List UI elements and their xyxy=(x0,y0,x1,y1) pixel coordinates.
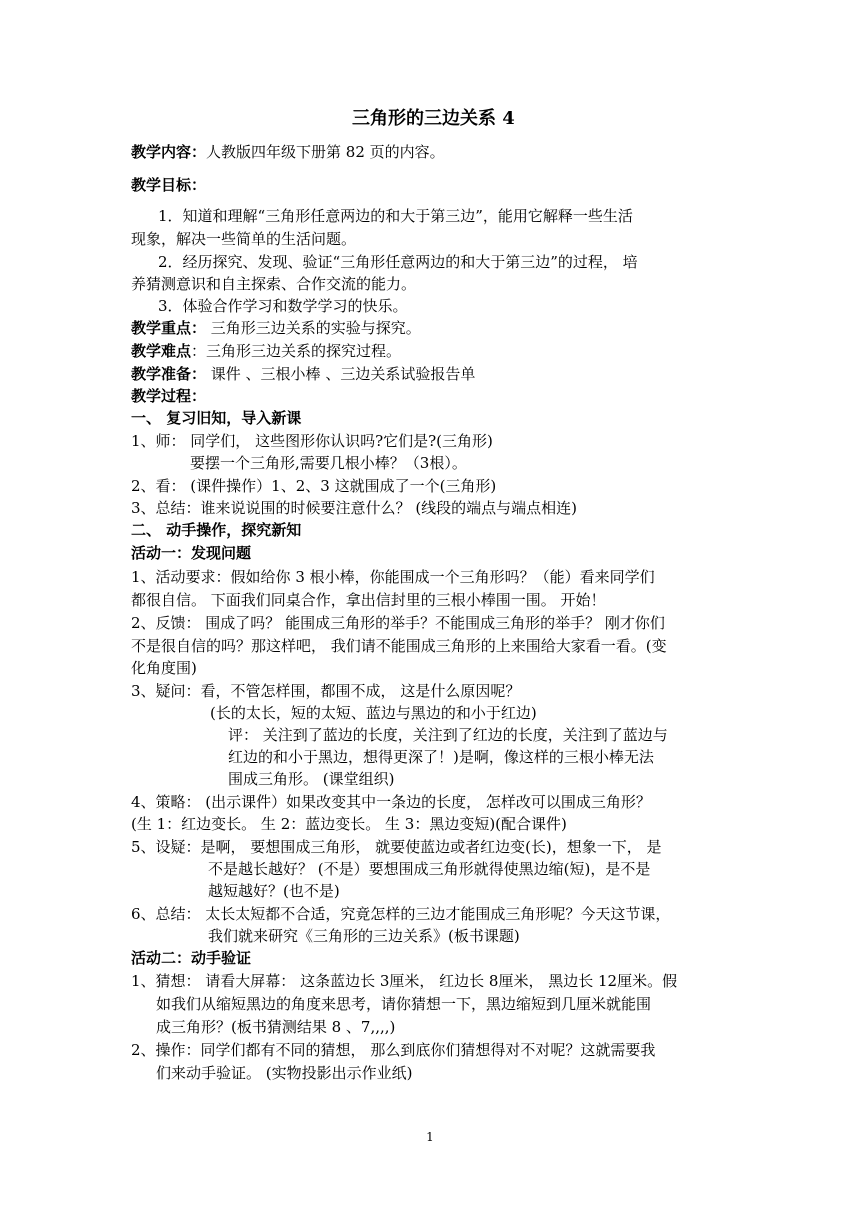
text-line: 我们就来研究《三角形的三边关系》(板书课题) xyxy=(208,927,520,945)
key-line xyxy=(131,317,421,339)
text-line: 3、总结：谁来说说围的时候要注意什么？ (线段的端点与端点相连) xyxy=(131,499,578,517)
text-line: 4、策略： (出示课件）如果改变其中一条边的长度， 怎样改可以围成三角形？ xyxy=(131,793,651,811)
text-line: 6、总结： 太长太短都不合适，究竟怎样的三边才能围成三角形呢？今天这节课， xyxy=(131,905,671,923)
goal-line: 养猜测意识和自主探索、合作交流的能力。 xyxy=(131,275,417,293)
key-text: 三角形三边关系的实验与探究。 xyxy=(206,319,421,337)
goal-line: 3．体验合作学习和数学学习的快乐。 xyxy=(158,297,408,315)
prep-line xyxy=(131,363,475,385)
goal-line: 现象，解决一些简单的生活问题。 xyxy=(131,230,357,248)
activity-heading: 活动一：发现问题 xyxy=(131,544,252,562)
text-line: 2、反馈： 围成了吗？ 能围成三角形的举手？不能围成三角形的举手？ 刚才你们 xyxy=(131,614,665,632)
section-heading: 一、 复习旧知，导入新课 xyxy=(131,409,302,427)
text-line: 们来动手验证。 (实物投影出示作业纸) xyxy=(156,1064,413,1082)
goal-line: 1．知道和理解“三角形任意两边的和大于第三边”，能用它解释一些生活 xyxy=(158,207,633,225)
text-line: 5、设疑：是啊， 要想围成三角形， 就要使蓝边或者红边变(长)，想象一下， 是 xyxy=(131,838,662,856)
text-line: 都很自信。 下面我们同桌合作，拿出信封里的三根小棒围一围。 开始！ xyxy=(131,591,606,609)
goals-label: 教学目标： xyxy=(131,176,207,194)
process-label: 教学过程： xyxy=(131,387,207,405)
text-line: 越短越好？(也不是) xyxy=(208,882,340,900)
text-line: 1、猜想： 请看大屏幕： 这条蓝边长 3厘米， 红边长 8厘米， 黑边长 12厘米。假 xyxy=(131,972,678,990)
difficulty-text: ：三角形三边关系的探究过程。 xyxy=(191,342,402,360)
page-number: 1 xyxy=(426,1130,434,1144)
text-line: 不是很自信的吗？那这样吧， 我们请不能围成三角形的上来围给大家看一看。(变 xyxy=(131,637,667,655)
text-line: 不是越长越好？ (不是）要想围成三角形就得使黑边缩(短)，是不是 xyxy=(208,860,651,878)
activity-heading: 活动二：动手验证 xyxy=(131,949,252,967)
page-title: 三角形的三边关系 4 xyxy=(352,108,515,129)
text-line: 化角度围) xyxy=(131,659,197,677)
text-line: 3、疑问：看，不管怎样围，都围不成， 这是什么原因呢？ xyxy=(131,682,521,700)
text-line: 1、师： 同学们， 这些图形你认识吗?它们是?(三角形) xyxy=(131,432,493,450)
text-line: 成三角形？(板书猜测结果 8 、7,,,,) xyxy=(156,1018,396,1036)
content-label: 教学内容： xyxy=(131,143,207,161)
content-text: 人教版四年级下册第 82 页的内容。 xyxy=(206,143,445,161)
text-line: 1、活动要求：假如给你 3 根小棒，你能围成一个三角形吗？（能）看来同学们 xyxy=(131,568,655,586)
section-heading: 二、 动手操作，探究新知 xyxy=(131,521,302,539)
prep-text: 课件 、三根小棒 、三边关系试验报告单 xyxy=(206,365,476,383)
text-line: (长的太长，短的太短、蓝边与黑边的和小于红边) xyxy=(210,704,537,722)
text-line: 评： 关注到了蓝边的长度，关注到了红边的长度，关注到了蓝边与 xyxy=(228,726,668,744)
text-line: 2、操作：同学们都有不同的猜想， 那么到底你们猜想得对不对呢？这就需要我 xyxy=(131,1041,656,1059)
text-line: 红边的和小于黑边，想得更深了！)是啊，像这样的三根小棒无法 xyxy=(228,748,654,766)
text-line: 2、看： (课件操作）1、2、3 这就围成了一个(三角形) xyxy=(131,477,497,495)
text-line: 如我们从缩短黑边的角度来思考，请你猜想一下，黑边缩短到几厘米就能围 xyxy=(156,995,652,1013)
key-label: 教学重点： xyxy=(131,319,207,337)
text-line: 要摆一个三角形,需要几根小棒？（3根）。 xyxy=(190,454,467,472)
goal-line: 2．经历探究、发现、验证“三角形任意两边的和大于第三边”的过程， 培 xyxy=(158,253,638,271)
text-line: (生 1：红边变长。 生 2：蓝边变长。 生 3：黑边变短)(配合课件) xyxy=(131,815,567,833)
difficulty-line xyxy=(131,340,401,362)
difficulty-label: 教学难点 xyxy=(131,342,192,360)
text-line: 围成三角形。 (课堂组织) xyxy=(228,770,395,788)
prep-label: 教学准备： xyxy=(131,365,207,383)
content-line xyxy=(131,141,445,163)
